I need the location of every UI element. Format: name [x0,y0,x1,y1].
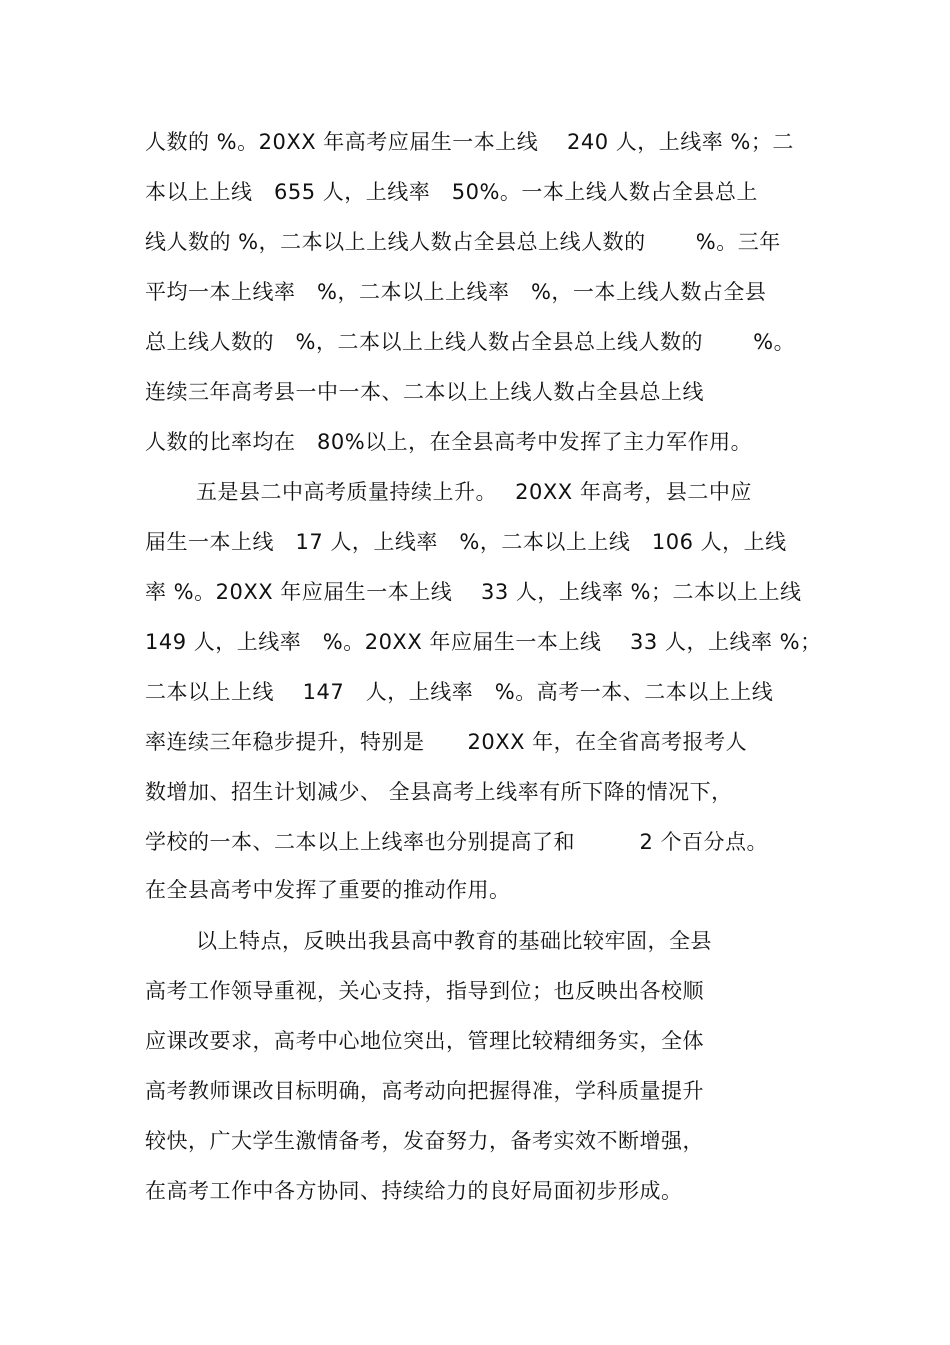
text-line: 总上线人数的 %，二本以上上线人数占全县总上线人数的 %。 [145,330,796,354]
text-line: 率 %。20XX 年应届生一本上线 33 人，上线率 %；二本以上上线 [145,580,802,604]
text-line: 平均一本上线率 %，二本以上上线率 %，一本上线人数占全县 [145,280,767,304]
text-line: 数增加、招生计划减少、 全县高考上线率有所下降的情况下， [145,780,733,804]
text-line: 在高考工作中各方协同、持续给力的良好局面初步形成。 [145,1179,683,1203]
text-line: 学校的一本、二本以上上线率也分别提高了和 2 个百分点。 [145,830,769,854]
paragraph-start-line: 五是县二中高考质量持续上升。 20XX 年高考，县二中应 [196,480,752,504]
text-line: 线人数的 %，二本以上上线人数占全县总上线人数的 %。三年 [145,230,781,254]
text-line: 连续三年高考县一中一本、二本以上上线人数占全县总上线 [145,380,704,404]
text-line: 人数的比率均在 80%以上，在全县高考中发挥了主力军作用。 [145,430,753,454]
text-line: 在全县高考中发挥了重要的推动作用。 [145,878,511,902]
text-line: 率连续三年稳步提升，特别是 20XX 年，在全省高考报考人 [145,730,748,754]
text-line: 届生一本上线 17 人，上线率 %，二本以上上线 106 人，上线 [145,530,787,554]
text-line: 本以上上线 655 人，上线率 50%。一本上线人数占全县总上 [145,180,758,204]
text-line: 应课改要求，高考中心地位突出，管理比较精细务实，全体 [145,1029,704,1053]
text-line: 人数的 %。20XX 年高考应届生一本上线 240 人，上线率 %；二 [145,130,794,154]
text-line: 高考工作领导重视，关心支持，指导到位；也反映出各校顺 [145,979,704,1003]
text-line: 高考教师课改目标明确，高考动向把握得准，学科质量提升 [145,1079,704,1103]
text-line: 149 人，上线率 %。20XX 年应届生一本上线 33 人，上线率 %； [145,630,822,654]
text-line: 较快，广大学生激情备考，发奋努力，备考实效不断增强， [145,1129,704,1153]
text-line: 二本以上上线 147 人，上线率 %。高考一本、二本以上上线 [145,680,774,704]
paragraph-start-line: 以上特点，反映出我县高中教育的基础比较牢固，全县 [196,929,712,953]
